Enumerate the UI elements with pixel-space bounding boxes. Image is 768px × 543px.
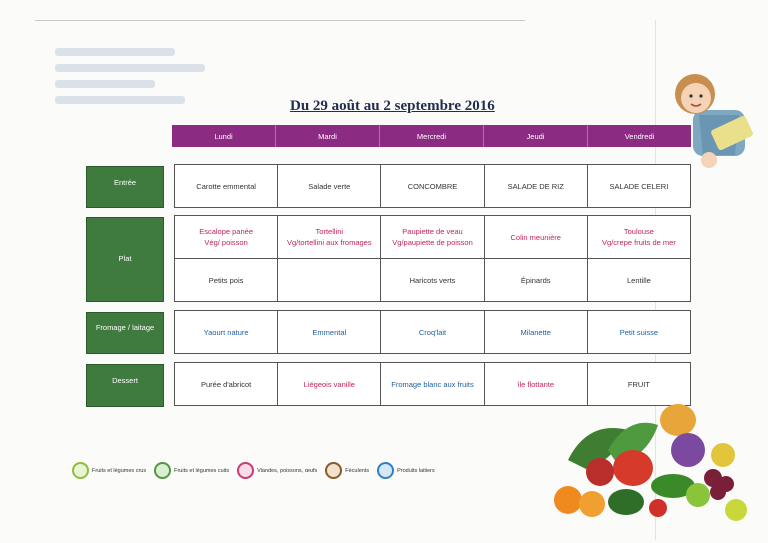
starch-icon — [325, 462, 342, 479]
fromage-cell: Croq'lait — [381, 311, 484, 353]
legend-item — [325, 462, 369, 479]
entree-cell: Carotte emmental — [175, 165, 278, 207]
plat-alt: Vg/crepe fruits de mer — [602, 238, 676, 247]
plat-main-cell — [381, 216, 484, 258]
fromage-cell: Emmental — [278, 311, 381, 353]
entree-cell: CONCOMBRE — [381, 165, 484, 207]
dairy-icon — [377, 462, 394, 479]
plat-main-cell — [278, 216, 381, 258]
row-entree — [174, 164, 691, 208]
vegetables-illustration — [548, 400, 753, 525]
row-fromage — [174, 310, 691, 354]
meat-fish-eggs-icon — [237, 462, 254, 479]
day-thursday: Jeudi — [484, 125, 588, 147]
plat-side-cell: Lentille — [627, 275, 651, 285]
dessert-cell: FRUIT — [627, 379, 650, 389]
legend-label: Produits laitiers — [397, 467, 435, 474]
plat-main-cell — [485, 216, 588, 258]
plat-main-cell — [588, 216, 690, 258]
row-label-plat: Plat — [86, 217, 164, 302]
day-monday: Lundi — [172, 125, 276, 147]
days-header — [172, 125, 691, 147]
fromage-cell: Milanette — [485, 311, 588, 353]
plat-alt: Vg/paupiette de poisson — [392, 238, 473, 247]
day-friday: Vendredi — [624, 131, 655, 141]
top-divider — [35, 20, 525, 21]
row-plat-main — [174, 215, 691, 259]
legend-label: Fruits et légumes crus — [92, 467, 147, 474]
day-tuesday: Mardi — [276, 125, 380, 147]
entree-cell: SALADE DE RIZ — [485, 165, 588, 207]
plat-dish: Colin meunière — [510, 232, 561, 242]
entree-cell: Salade verte — [278, 165, 381, 207]
legend — [72, 462, 443, 479]
child-illustration — [665, 60, 755, 180]
fromage-cell: Yaourt nature — [175, 311, 278, 353]
legend-label: Féculents — [345, 467, 370, 474]
plat-dish: Escalope panée — [199, 227, 253, 236]
page-title: Du 29 août au 2 septembre 2016 — [290, 98, 495, 114]
row-label-entree: Entrée — [86, 166, 164, 208]
faded-letterhead — [55, 40, 215, 110]
plat-side-cell — [278, 259, 381, 301]
legend-label: Viandes, poissons, œufs — [257, 467, 318, 474]
legend-item — [237, 462, 317, 479]
entree-cell: SALADE CELERI — [609, 181, 669, 191]
day-wednesday: Mercredi — [380, 125, 484, 147]
plat-side-cell: Petits pois — [175, 259, 278, 301]
plat-dish: Toulouse — [623, 227, 654, 236]
raw-produce-icon — [72, 462, 89, 479]
plat-dish: Paupiette de veau — [402, 227, 463, 236]
legend-item — [154, 462, 229, 479]
plat-side-cell: Haricots verts — [381, 259, 484, 301]
plat-main-cell — [175, 216, 278, 258]
plat-alt: Vég/ poisson — [204, 238, 248, 247]
row-plat-side — [174, 258, 691, 302]
row-label-fromage: Fromage / laitage — [86, 312, 164, 354]
legend-label: Fruits et légumes cuits — [174, 467, 230, 474]
dessert-cell: Purée d'abricot — [175, 363, 278, 405]
plat-alt: Vg/tortellini aux fromages — [286, 238, 372, 247]
row-label-dessert: Dessert — [86, 364, 164, 407]
dessert-cell: île flottante — [485, 363, 588, 405]
fromage-cell: Petit suisse — [619, 327, 659, 337]
legend-item — [377, 462, 435, 479]
dessert-cell: Liégeois vanille — [278, 363, 381, 405]
legend-item — [72, 462, 146, 479]
cooked-produce-icon — [154, 462, 171, 479]
plat-dish: Tortellini — [315, 227, 344, 236]
plat-side-cell: Épinards — [485, 259, 588, 301]
dessert-cell: Fromage blanc aux fruits — [381, 363, 484, 405]
